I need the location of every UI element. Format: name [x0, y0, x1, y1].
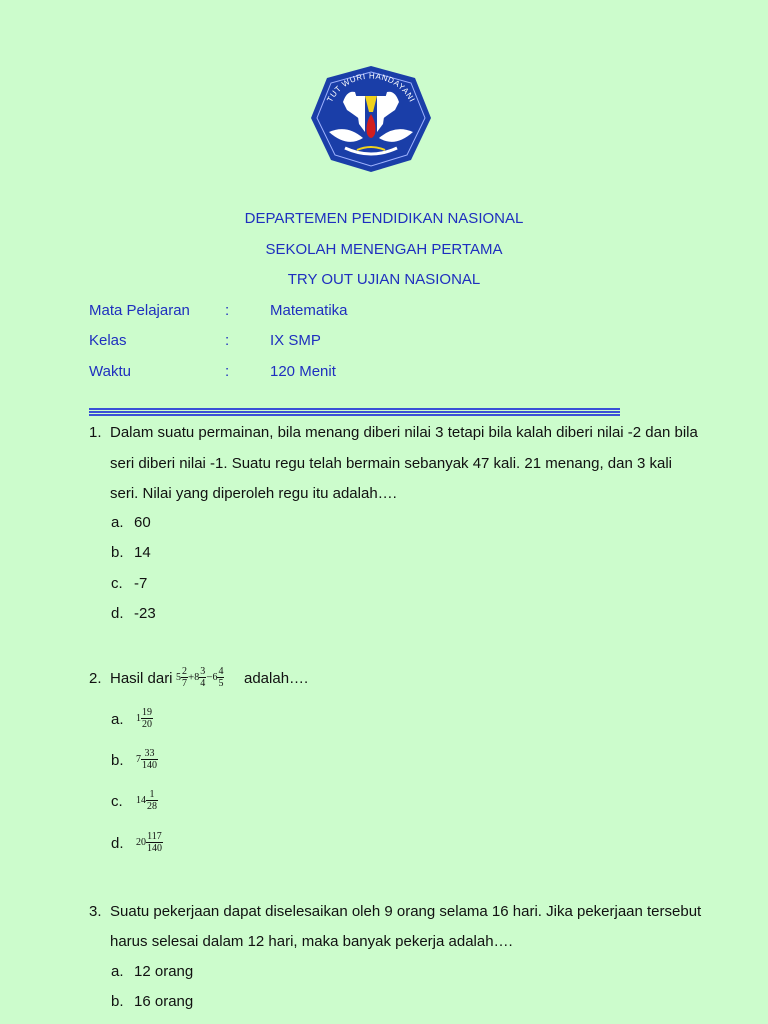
question-text-line: harus selesai dalam 12 hari, maka banyak pekerja adalah…. — [110, 933, 513, 950]
math-denominator: 7 — [182, 678, 187, 689]
meta-label: Mata Pelajaran — [89, 302, 190, 319]
header-exam: TRY OUT UJIAN NASIONAL — [287, 271, 481, 288]
option-letter: b. — [111, 752, 124, 769]
math-whole: 14 — [136, 795, 146, 806]
option-fraction — [136, 831, 163, 854]
math-fraction — [146, 831, 163, 854]
question-suffix: adalah…. — [244, 670, 309, 687]
meta-label: Kelas — [89, 332, 127, 349]
option-fraction — [136, 789, 158, 812]
meta-colon: : — [225, 302, 230, 319]
math-denominator: 20 — [142, 719, 152, 730]
math-denominator: 5 — [218, 678, 224, 689]
header-divider — [89, 408, 620, 417]
option-text: 16 orang — [134, 993, 194, 1010]
meta-colon: : — [225, 363, 230, 380]
question-number: 1. — [89, 424, 102, 441]
math-denominator: 28 — [147, 801, 157, 812]
math-numerator: 1 — [146, 789, 158, 801]
option-letter: c. — [111, 793, 123, 810]
option-letter: c. — [111, 575, 123, 592]
math-expression — [176, 666, 224, 689]
math-whole: 1 — [136, 713, 141, 724]
math-whole: 7 — [136, 754, 141, 765]
meta-value: 120 Menit — [270, 363, 336, 380]
math-operator: − — [206, 671, 213, 684]
question-number: 3. — [89, 903, 102, 920]
math-denominator: 140 — [142, 760, 157, 771]
math-numerator: 4 — [218, 666, 224, 677]
math-whole: 6 — [212, 672, 218, 683]
option-text: 14 — [134, 544, 151, 561]
header-school: SEKOLAH MENENGAH PERTAMA — [265, 241, 503, 258]
svg-text:TUT WURI HANDAYANI: TUT WURI HANDAYANI — [325, 71, 417, 104]
math-fraction — [217, 666, 224, 689]
question-text-line: Suatu pekerjaan dapat diselesaikan oleh 9 orang selama 16 hari. Jika pekerjaan tersebut — [110, 903, 702, 920]
math-numerator: 33 — [141, 748, 158, 760]
math-fraction — [181, 666, 188, 689]
math-whole: 8 — [194, 672, 200, 683]
option-fraction — [136, 707, 153, 730]
meta-value: Matematika — [270, 302, 348, 319]
option-letter: a. — [111, 711, 124, 728]
math-whole: 5 — [176, 672, 181, 683]
meta-label: Waktu — [89, 363, 131, 380]
math-numerator: 19 — [142, 707, 152, 718]
math-numerator: 3 — [200, 666, 206, 677]
option-letter: a. — [111, 963, 124, 980]
option-letter: d. — [111, 835, 124, 852]
math-operator: + — [188, 671, 195, 684]
question-number: 2. — [89, 670, 102, 687]
option-text: 60 — [134, 514, 151, 531]
math-numerator: 2 — [182, 666, 187, 677]
option-letter: a. — [111, 514, 124, 531]
option-text: 12 orang — [134, 963, 194, 980]
option-fraction — [136, 748, 158, 771]
math-whole: 20 — [136, 837, 146, 848]
question-text-line: seri. Nilai yang diperoleh regu itu adalah…. — [110, 485, 397, 502]
tut-wuri-handayani-logo — [307, 62, 435, 174]
option-letter: b. — [111, 544, 124, 561]
math-fraction — [141, 748, 158, 771]
header-department: DEPARTEMEN PENDIDIKAN NASIONAL — [244, 210, 524, 227]
option-text: -23 — [134, 605, 156, 622]
math-fraction — [146, 789, 158, 812]
math-numerator: 117 — [147, 831, 162, 842]
math-fraction — [141, 707, 153, 730]
math-denominator: 140 — [147, 843, 162, 854]
math-denominator: 4 — [200, 678, 206, 689]
option-letter: b. — [111, 993, 124, 1010]
option-text: -7 — [134, 575, 148, 592]
meta-colon: : — [225, 332, 230, 349]
meta-value: IX SMP — [270, 332, 321, 349]
option-letter: d. — [111, 605, 124, 622]
question-text-line: seri diberi nilai -1. Suatu regu telah bermain sebanyak 47 kali. 21 menang, dan 3 kali — [110, 455, 673, 472]
question-prefix: Hasil dari — [110, 670, 173, 687]
question-text-line: Dalam suatu permainan, bila menang diberi nilai 3 tetapi bila kalah diberi nilai -2 dan bila — [110, 424, 698, 441]
